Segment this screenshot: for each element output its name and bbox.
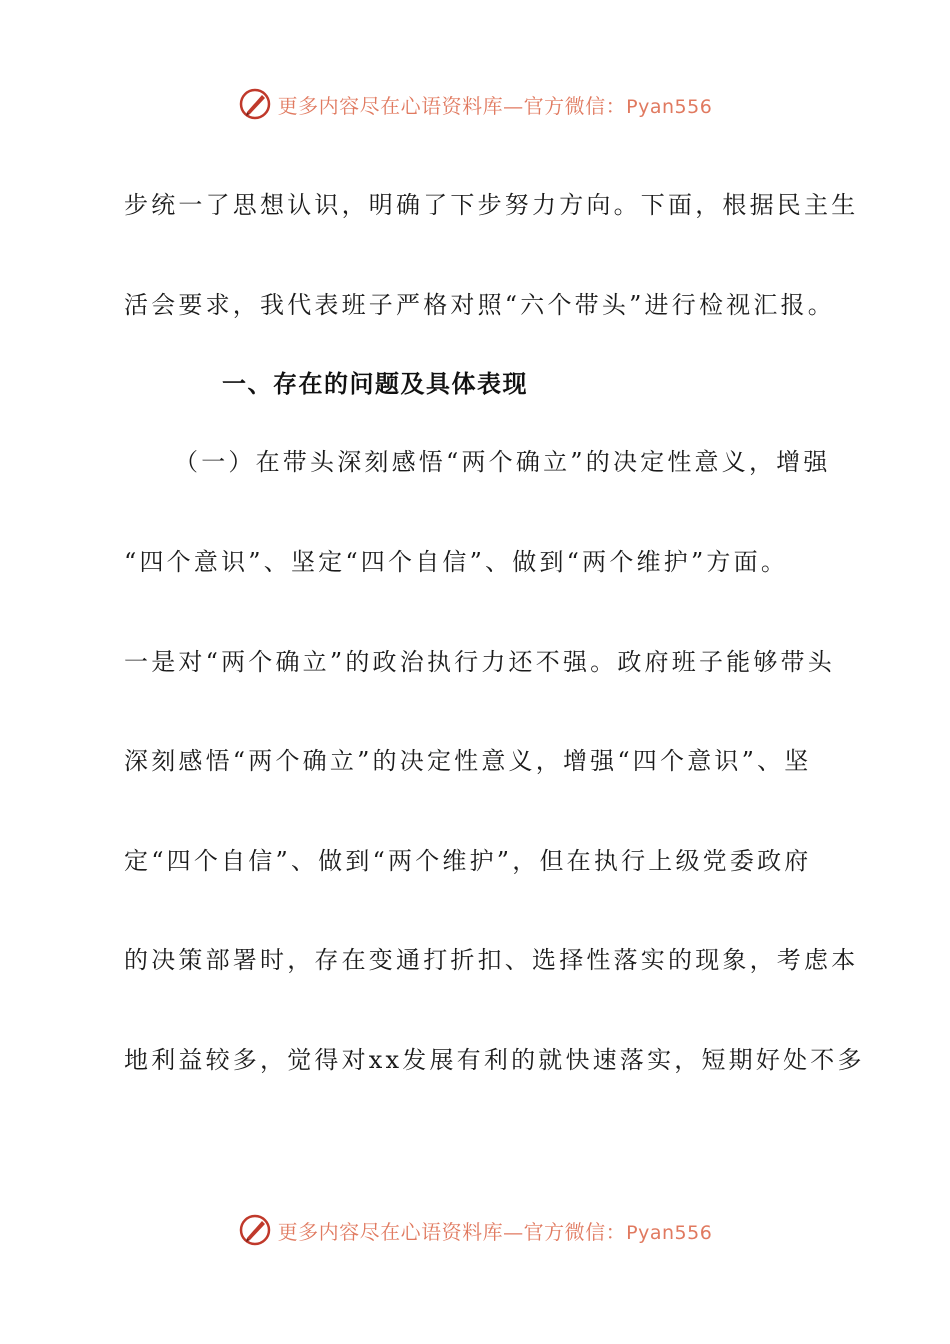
paragraph-line: “四个意识”、坚定“四个自信”、做到“两个维护”方面。	[124, 548, 789, 576]
banner-wechat-id: Pyan556	[626, 95, 713, 118]
header-banner	[0, 84, 950, 124]
paragraph-line: 的决策部署时，存在变通打折扣、选择性落实的现象，考虑本	[124, 946, 859, 974]
pen-logo-icon	[238, 87, 272, 121]
section-heading: 一、存在的问题及具体表现	[222, 370, 528, 398]
banner-wechat-id: Pyan556	[626, 1221, 713, 1244]
paragraph-line: 深刻感悟“两个确立”的决定性意义，增强“四个意识”、坚	[124, 747, 812, 775]
paragraph-line: 步统一了思想认识，明确了下步努力方向。下面，根据民主生	[124, 191, 859, 219]
paragraph-line: 定“四个自信”、做到“两个维护”，但在执行上级党委政府	[124, 847, 812, 875]
footer-banner	[0, 1210, 950, 1250]
banner-title: 更多内容尽在心语资料库—官方微信：	[277, 1219, 627, 1244]
banner-text	[278, 1216, 713, 1245]
banner-text	[278, 90, 713, 119]
paragraph-line: 一是对“两个确立”的政治执行力还不强。政府班子能够带头	[124, 648, 835, 676]
paragraph-line: （一）在带头深刻感悟“两个确立”的决定性意义，增强	[174, 448, 831, 476]
banner-title: 更多内容尽在心语资料库—官方微信：	[277, 93, 627, 118]
paragraph-line: 活会要求，我代表班子严格对照“六个带头”进行检视汇报。	[124, 291, 835, 319]
paragraph-line: 地利益较多，觉得对xx发展有利的就快速落实，短期好处不多	[124, 1046, 865, 1074]
pen-logo-icon	[238, 1213, 272, 1247]
